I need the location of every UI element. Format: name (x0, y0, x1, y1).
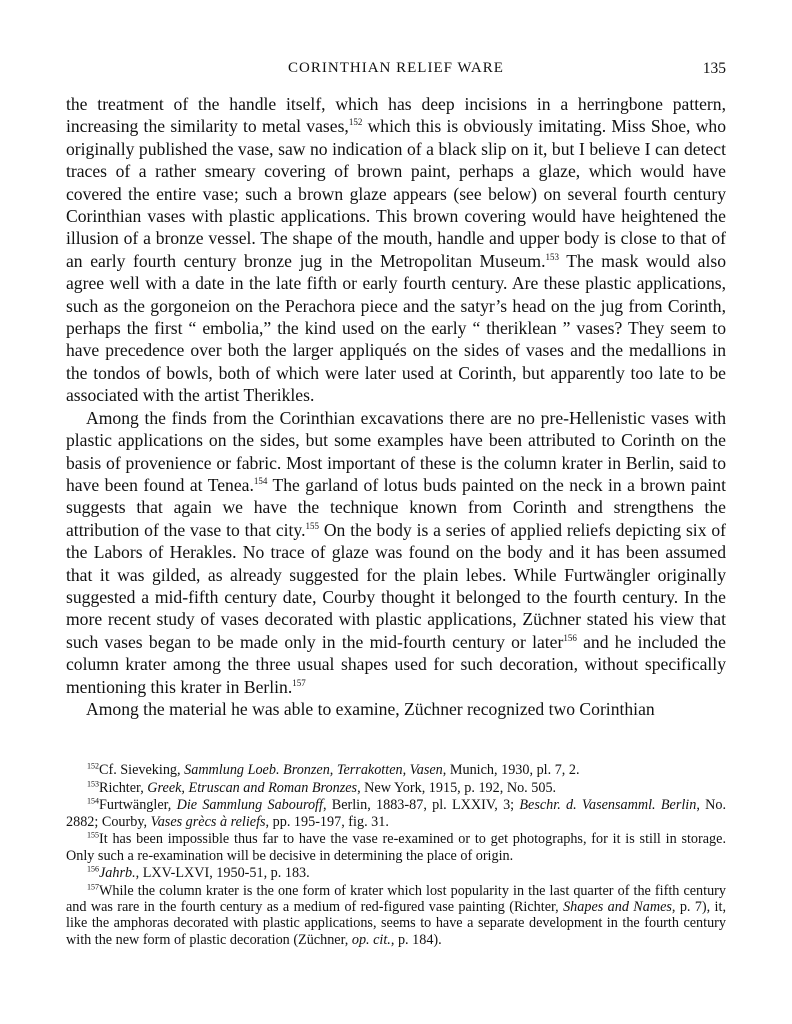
footnote-number: 152 (87, 761, 99, 771)
body-text (66, 93, 726, 720)
footnote-title: Die Sammlung Sabouroff (176, 797, 323, 814)
running-header (66, 60, 726, 82)
paragraph-3 (66, 698, 726, 720)
footnote-text: Richter, (99, 779, 148, 796)
footnotes (66, 762, 726, 949)
footnote-text: Cf. Sieveking, (99, 762, 185, 778)
footnote-title: op. cit. (351, 931, 391, 948)
footnote-text: , New York, 1915, p. 192, No. 505. (357, 779, 557, 796)
footnote-ref-155[interactable]: 155 (305, 520, 319, 531)
footnote-title: Beschr. d. Vasensamml. Berlin (519, 797, 697, 814)
footnote-ref-152[interactable]: 152 (348, 117, 363, 128)
text-run: On the body is a series of applied reliefs depicting six of the Labors of Herakles. No trace of glaze was found on the body and it has been assumed that it was gilded, as already suggested for the plain lebes. While Furtwängler originally suggested a mid-fifth century date, Courby thought it belonged to the fourth century. In the more recent study of vases decorated with plastic applications, Züchner stated his view that such vases began to be made only in the mid-fourth century or later (66, 519, 726, 652)
footnote-number: 155 (87, 830, 99, 840)
footnote-155 (66, 831, 726, 863)
footnote-154 (66, 797, 726, 829)
footnote-text: Furtwängler, (99, 797, 177, 814)
footnote-156 (66, 865, 726, 881)
footnote-ref-156[interactable]: 156 (563, 632, 577, 643)
text-run: The garland of lotus buds painted on the neck in a brown paint suggests that again we have the technique known from Corinth and strengthens the attribution of the vase to that city. (66, 474, 726, 540)
footnote-text: , LXV-LXVI, 1950-51, p. 183. (135, 865, 310, 882)
footnote-ref-157[interactable]: 157 (292, 677, 306, 688)
footnote-number: 157 (87, 882, 99, 892)
footnote-152 (66, 762, 726, 778)
footnote-ref-154[interactable]: 154 (253, 476, 268, 487)
footnote-title: Shapes and Names (563, 899, 672, 916)
footnote-text: , No. 2882; Courby, (66, 797, 727, 830)
footnote-title: Sammlung Loeb. Bronzen, Terrakotten, Vasen (184, 762, 443, 778)
footnote-157 (66, 883, 726, 948)
footnote-text: , Berlin, 1883-87, pl. LXXIV, 3; (322, 797, 520, 814)
footnote-text: , Munich, 1930, pl. 7, 2. (442, 762, 580, 778)
footnote-number: 156 (87, 864, 99, 874)
footnote-text: , p. 184). (390, 931, 442, 948)
footnote-text: , pp. 195-197, fig. 31. (265, 813, 389, 830)
text-run: The mask would also agree well with a date in the late fifth or early fourth century. Are these plastic applications, such as the gorgoneion on the Perachora piece and the satyr’s head on the jug from Corinth, perhaps the first “ embolia,” the kind used on the early “ theriklean ” vases? They seem to have precedence over both the larger appliqués on the sides of vases and the medallions in the tondos of bowls, both of which were later used at Corinth, but apparently too late to be associated with the artist Therikles. (66, 250, 726, 406)
footnote-153 (66, 780, 726, 796)
running-title: CORINTHIAN RELIEF WARE (288, 60, 504, 76)
footnote-ref-153[interactable]: 153 (545, 251, 559, 262)
page-number: 135 (702, 60, 726, 77)
footnote-text: , p. 7), it, like the amphoras decorated with plastic applications, seems to have a separate development in the fourth century with the new form of plastic decoration (Züchner, (66, 899, 726, 948)
footnote-number: 154 (87, 796, 99, 806)
footnote-title: Greek, Etruscan and Roman Bronzes (147, 779, 358, 796)
text-run: and he included the column krater among the three usual shapes used for such decoration, without specifically mentioning this krater in Berlin. (66, 631, 726, 697)
footnote-text: It has been impossible thus far to have the vase re-examined or to get photographs, for it is still in storage. Only such a re-examination will be decisive in determining the place of origin. (66, 831, 726, 864)
text-run: Among the finds from the Corinthian excavations there are no pre-Hellenistic vases with plastic applications on the sides, but some examples have been attributed to Corinth on the basis of provenience or fabric. Most important of these is the column krater in Berlin, said to have been found at Tenea. (66, 407, 726, 495)
footnote-title: Jahrb. (99, 865, 136, 882)
footnote-number: 153 (87, 778, 99, 788)
footnote-text: While the column krater is the one form of krater which lost popularity in the last quarter of the fifth century and was rare in the fourth century as a medium of red-figured vase painting (Richter, (66, 882, 726, 916)
paragraph-2 (66, 407, 726, 698)
text-run: which this is obviously imitating. Miss Shoe, who originally published the vase, saw no indication of a black slip on it, but I believe I can detect traces of a rather smeary covering of brown paint, perhaps a glaze, which would have covered the entire vase; such a brown glaze appears (see below) on several fourth century Corinthian vases with plastic applications. This brown covering would have heightened the illusion of a bronze vessel. The shape of the mouth, handle and upper body is close to that of an early fourth century bronze jug in the Metropolitan Museum. (66, 116, 726, 271)
footnote-title: Vases grècs à reliefs (150, 813, 266, 830)
text-run: the treatment of the handle itself, which has deep incisions in a herringbone pattern, increasing the similarity to metal vases, (66, 94, 726, 137)
paragraph-1 (66, 93, 726, 407)
text-run: Among the material he was able to examine, Züchner recognized two Corinthian (86, 698, 655, 719)
